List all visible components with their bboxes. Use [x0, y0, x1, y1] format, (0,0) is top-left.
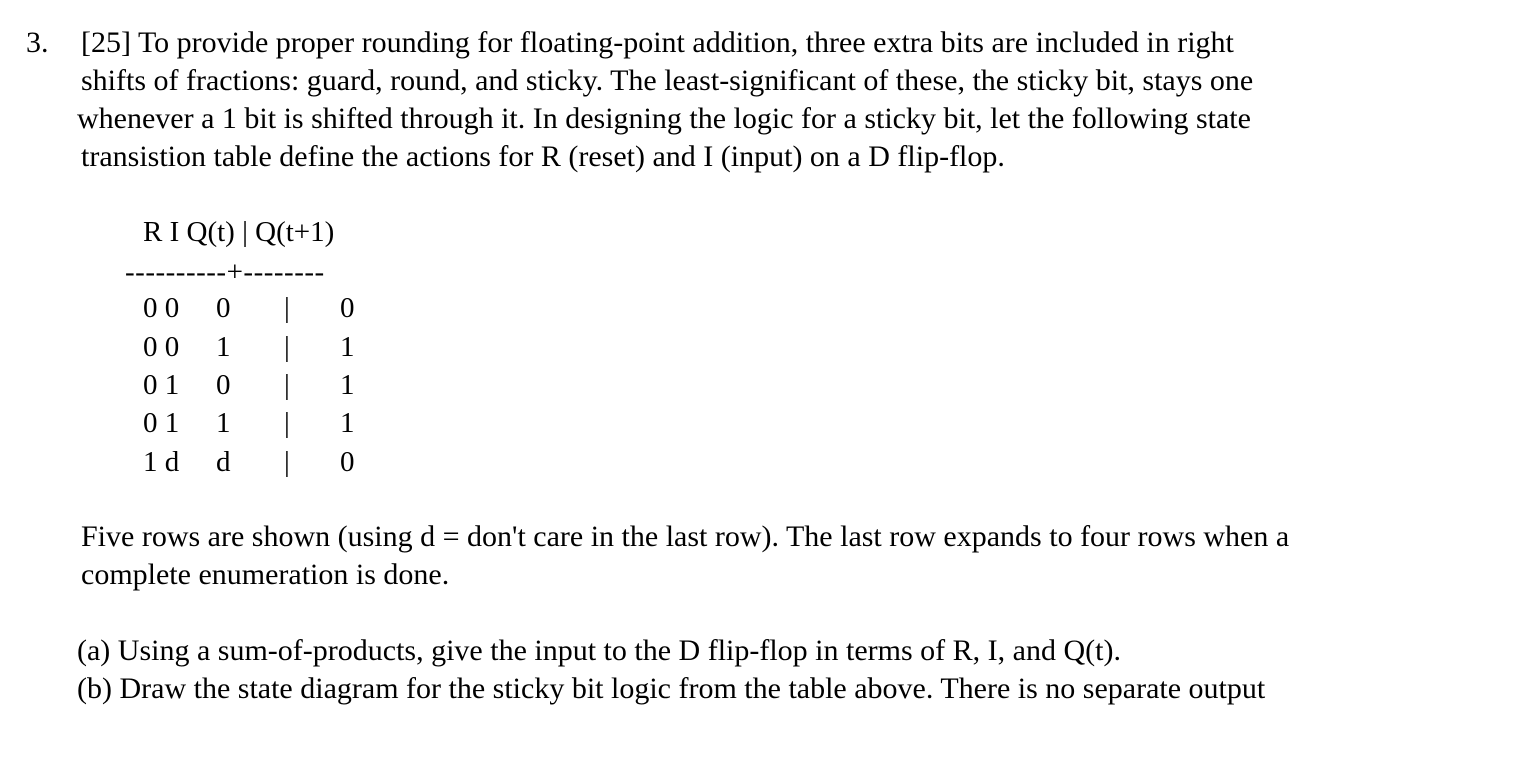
part-a: (a) Using a sum-of-products, give the input to the D flip-flop in terms of R, I, and Q(t).: [77, 634, 1121, 667]
row-ri: 0 1: [143, 407, 180, 439]
row-ri: 0 0: [143, 331, 180, 363]
row-separator: |: [284, 407, 290, 439]
row-q: 1: [216, 407, 231, 439]
row-next: 1: [340, 369, 355, 401]
row-next: 1: [340, 407, 355, 439]
row-next: 0: [340, 446, 355, 478]
row-q: d: [216, 446, 231, 478]
row-q: 1: [216, 331, 231, 363]
row-next: 1: [340, 331, 355, 363]
table-divider: ----------+--------: [125, 256, 325, 288]
part-b: (b) Draw the state diagram for the sticky bit logic from the table above. There is no separate output: [77, 672, 1266, 705]
intro-line-1: [25] To provide proper rounding for floating-point addition, three extra bits are included in right: [81, 26, 1234, 59]
row-q: 0: [216, 369, 231, 401]
row-ri: 1 d: [143, 446, 180, 478]
row-next: 0: [340, 292, 355, 324]
row-ri: 0 1: [143, 369, 180, 401]
row-separator: |: [284, 369, 290, 401]
row-separator: |: [284, 446, 290, 478]
table-header: R I Q(t) | Q(t+1): [143, 216, 335, 248]
row-q: 0: [216, 292, 231, 324]
intro-line-4: transistion table define the actions for R (reset) and I (input) on a D flip-flop.: [81, 140, 1005, 173]
row-ri: 0 0: [143, 292, 180, 324]
row-separator: |: [284, 292, 290, 324]
row-separator: |: [284, 331, 290, 363]
question-number: 3.: [26, 26, 49, 59]
note-line-1: Five rows are shown (using d = don't care in the last row). The last row expands to four rows when a: [81, 520, 1290, 553]
intro-line-2: shifts of fractions: guard, round, and sticky. The least-significant of these, the sticky bit, stays one: [81, 64, 1254, 97]
intro-line-3: whenever a 1 bit is shifted through it. In designing the logic for a sticky bit, let the following state: [77, 102, 1251, 135]
note-line-2: complete enumeration is done.: [81, 558, 450, 591]
